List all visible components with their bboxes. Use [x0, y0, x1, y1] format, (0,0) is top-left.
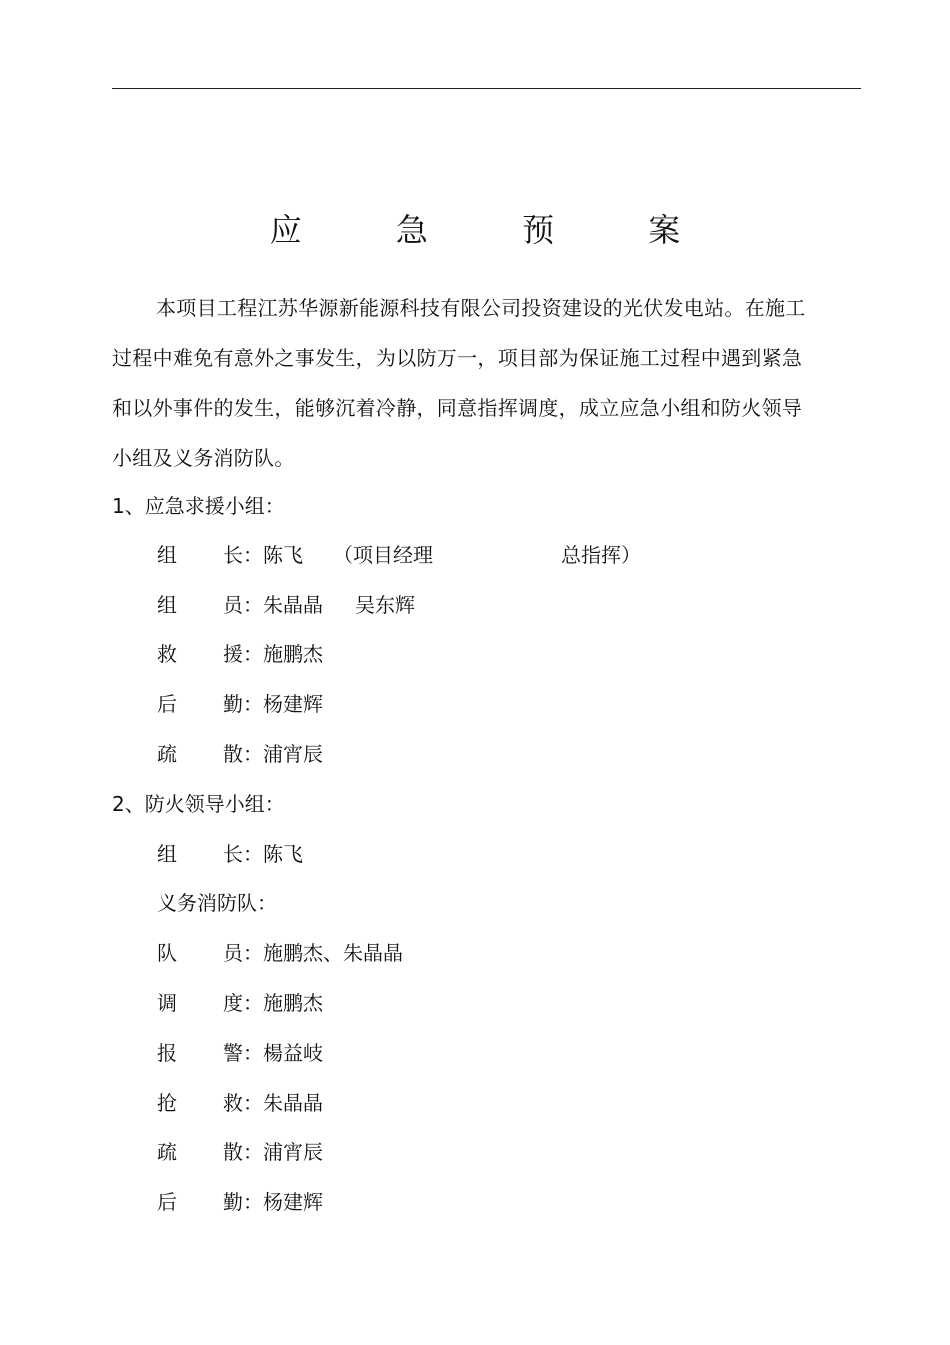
s1-rescue-row	[157, 640, 323, 668]
person-name: 杨建辉	[263, 692, 323, 716]
s2-dispatch-row	[157, 989, 323, 1017]
row-label: 组 长	[157, 543, 243, 567]
person-name: 楊益岐	[263, 1041, 323, 1065]
colon: ：	[243, 642, 263, 666]
row-label: 调 度	[157, 991, 243, 1015]
colon: ：	[243, 991, 263, 1015]
colon: ：	[243, 1041, 263, 1065]
row-label: 后 勤	[157, 1190, 243, 1214]
row-label: 抢 救	[157, 1091, 243, 1115]
document-title: 应 急 预 案	[269, 211, 723, 249]
person-name: 施鹏杰	[263, 642, 323, 666]
row-label: 救 援	[157, 642, 243, 666]
colon: ：	[243, 543, 263, 567]
person-name: 陈飞	[263, 543, 303, 567]
row-label: 后 勤	[157, 692, 243, 716]
s2-logistics-row	[157, 1188, 323, 1216]
colon: ：	[243, 1091, 263, 1115]
colon: ：	[243, 842, 263, 866]
person-name: 陈飞	[263, 842, 303, 866]
person-name: 朱晶晶	[263, 1091, 323, 1115]
row-label: 组 员	[157, 593, 243, 617]
colon: ：	[243, 1190, 263, 1214]
row-label: 疏 散	[157, 1140, 243, 1164]
s2-rescue-row	[157, 1089, 323, 1117]
s2-leader-row	[157, 840, 303, 868]
colon: ：	[243, 593, 263, 617]
colon: ：	[243, 941, 263, 965]
s1-leader-row	[157, 541, 641, 569]
section-1-heading: 1、应急求援小组：	[112, 494, 285, 518]
colon: ：	[243, 742, 263, 766]
row-label: 组 长	[157, 842, 243, 866]
intro-paragraph: 本项目工程江苏华源新能源科技有限公司投资建设的光伏发电站。在施工过程中难免有意外之事发生，为以防万一，项目部为保证施工过程中遇到紧急和以外事件的发生，能够沉着冷静，同意指挥调度，成立应急小组和防火领导小组及义务消防队。	[112, 296, 806, 470]
s1-members-row	[157, 591, 415, 619]
colon: ：	[243, 692, 263, 716]
role-text: （项目经理	[333, 543, 433, 567]
s2-evacuation-row	[157, 1138, 323, 1166]
person-name: 朱晶晶	[263, 593, 323, 617]
s1-evacuation-row	[157, 740, 323, 768]
person-name: 施鹏杰	[263, 991, 323, 1015]
row-label: 报 警	[157, 1041, 243, 1065]
header-rule	[112, 88, 861, 89]
fire-team-heading: 义务消防队：	[157, 891, 277, 915]
person-name: 施鹏杰、朱晶晶	[263, 941, 403, 965]
person-name: 浦宵辰	[263, 1140, 323, 1164]
s2-alarm-row	[157, 1039, 323, 1067]
role-text-end: 总指挥）	[561, 543, 641, 567]
person-name: 吴东辉	[355, 593, 415, 617]
s2-members-row	[157, 939, 403, 967]
colon: ：	[243, 1140, 263, 1164]
row-label: 疏 散	[157, 742, 243, 766]
s1-logistics-row	[157, 690, 323, 718]
person-name: 浦宵辰	[263, 742, 323, 766]
row-label: 队 员	[157, 941, 243, 965]
section-2-heading: 2、防火领导小组：	[112, 792, 285, 816]
person-name: 杨建辉	[263, 1190, 323, 1214]
